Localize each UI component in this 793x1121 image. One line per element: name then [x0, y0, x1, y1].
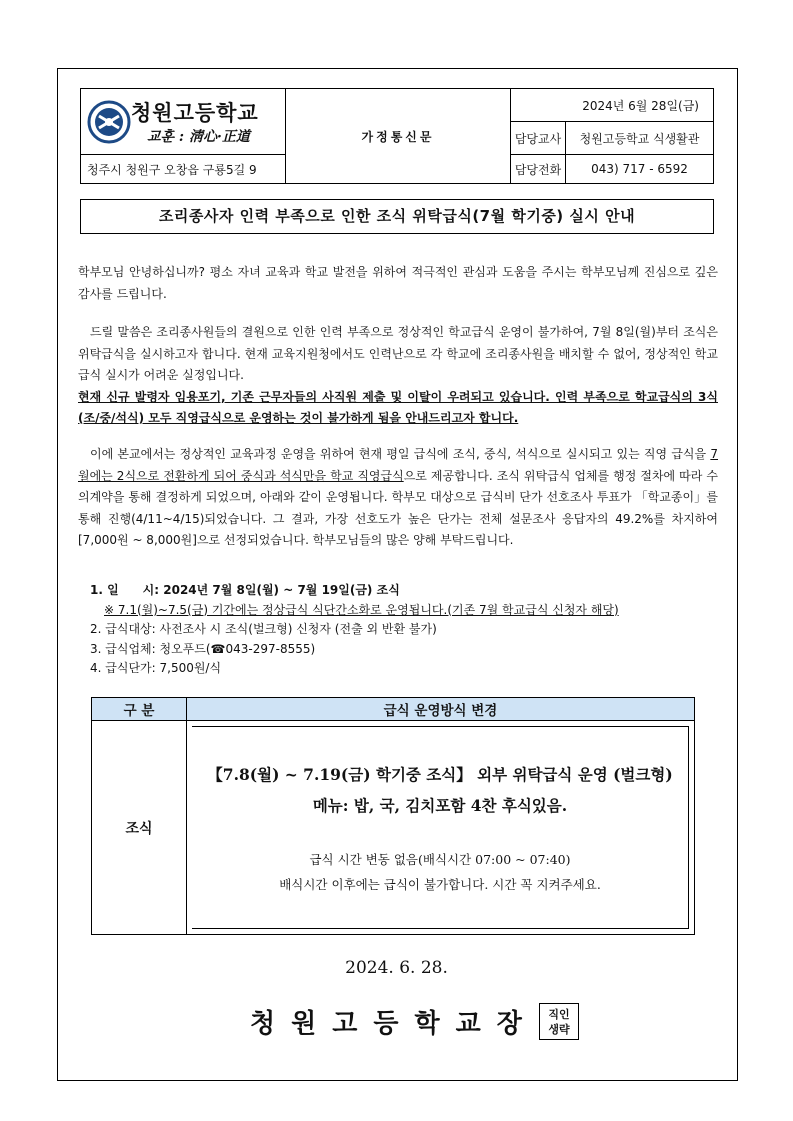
reason-text: 드릴 말씀은 조리종사원들의 결원으로 인한 인력 부족으로 정상적인 학교급식 운영이 불가하여, 7월 8일(월)부터 조식은 위탁급식을 실시하고자 합니다. 현재 교육지원청에서도 인력난으로 각 학교에 조리종사원을 배치할 수 없어, 정상적인 학교급식 실시가 어려운 실정입니다.	[78, 325, 718, 382]
detail-schedule: 1. 일 시: 2024년 7월 8일(월) ~ 7월 19일(금) 조식	[90, 583, 400, 597]
detail-price: 4. 급식단가: 7,500원/식	[90, 661, 222, 675]
breakfast-period: 【7.8(월) ~ 7.19(금) 학기중 조식】 외부 위탁급식 운영 (벌크형)	[207, 765, 673, 784]
footer-date: 2024. 6. 28.	[345, 958, 448, 978]
details-list	[90, 581, 720, 679]
phone-value: 043) 717 - 6592	[566, 155, 714, 184]
plan-paragraph	[78, 444, 718, 552]
teacher-label: 담당교사	[511, 122, 566, 155]
plan-text-a: 이에 본교에서는 정상적인 교육과정 운영을 위하여 현재 평일 급식에 조식, 중식, 석식으로 실시되고 있는 직영 급식을	[90, 447, 711, 461]
greeting-paragraph: 학부모님 안녕하십니까? 평소 자녀 교육과 학교 발전을 위하여 적극적인 관심과 도움을 주시는 학부모님께 진심으로 깊은 감사를 드립니다.	[78, 265, 718, 301]
table-header-category: 구 분	[92, 698, 187, 721]
breakfast-time-warning: 배식시간 이후에는 급식이 불가합니다. 시간 꼭 지켜주세요.	[279, 877, 601, 892]
reason-paragraph	[78, 322, 718, 430]
subject-title: 조리종사자 인력 부족으로 인한 조식 위탁급식(7월 학기중) 실시 안내	[80, 199, 714, 234]
letter-header	[80, 88, 714, 184]
principal-signature: 청원고등학교장	[250, 1009, 538, 1039]
row-label-breakfast: 조식	[92, 721, 187, 935]
issue-date: 2024년 6월 28일(금)	[511, 89, 714, 122]
seal-omitted-stamp	[539, 1003, 579, 1040]
teacher-value: 청원고등학교 식생활관	[566, 122, 714, 155]
document-title: 가정통신문	[286, 89, 511, 184]
breakfast-time: 급식 시간 변동 없음(배식시간 07:00 ~ 07:40)	[309, 852, 571, 867]
school-motto: 교훈 : 淸心·正道	[147, 129, 250, 145]
breakfast-menu: 메뉴: 밥, 국, 김치포함 4찬 후식있음.	[312, 796, 568, 815]
stamp-line-2: 생략	[548, 1023, 570, 1036]
stamp-line-1: 직인	[548, 1008, 570, 1021]
breakfast-details-box	[192, 726, 689, 929]
school-identity	[81, 89, 286, 155]
plan-text-underlined: 7월에는 2식으로 전환하게 되어 중식과 석식만을 학교 직영급식	[78, 447, 718, 483]
detail-target: 2. 급식대상: 사전조사 시 조식(벌크형) 신청자 (전출 외 반환 불가)	[90, 622, 437, 636]
operation-table	[91, 697, 695, 935]
detail-vendor: 3. 급식업체: 청오푸드(☎043-297-8555)	[90, 641, 316, 656]
school-emblem-icon	[87, 100, 131, 144]
reason-emphasis: 현재 신규 발령자 임용포기, 기존 근무자들의 사직원 제출 및 이탈이 우려되고 있습니다. 인력 부족으로 학교급식의 3식(조/중/석식) 모두 직영급식으로 운영하는 것이 불가하게 됨을 안내드리고자 합니다.	[78, 389, 718, 425]
school-address: 청주시 청원구 오창읍 구룡5길 9	[81, 155, 286, 184]
phone-label: 담당전화	[511, 155, 566, 184]
breakfast-details-cell	[187, 721, 695, 935]
plan-text-b: 으로 제공합니다. 조식 위탁급식 업체를 행정 절차에 따라 수의계약을 통해 결정하게 되었으며, 아래와 같이 운영됩니다. 학부모 대상으로 급식비 단가 선호조사 투표가 「학교종이」를 통해 진행(4/11~4/15)되었습니다. 그 결과, 가장 선호도가 높은 단가는 전체 설문조사 응답자의 49.2%를 차지하여 [7,000원 ~ 8,000원]으로 선정되었습니다. 학부모님들의 많은 양해 부탁드립니다.	[78, 468, 718, 547]
school-name: 청원고등학교	[131, 100, 259, 125]
table-header-change: 급식 운영방식 변경	[187, 698, 695, 721]
detail-note: ※ 7.1(월)~7.5(금) 기간에는 정상급식 식단간소화로 운영됩니다.(기존 7월 학교급식 신청자 해당)	[104, 602, 619, 617]
